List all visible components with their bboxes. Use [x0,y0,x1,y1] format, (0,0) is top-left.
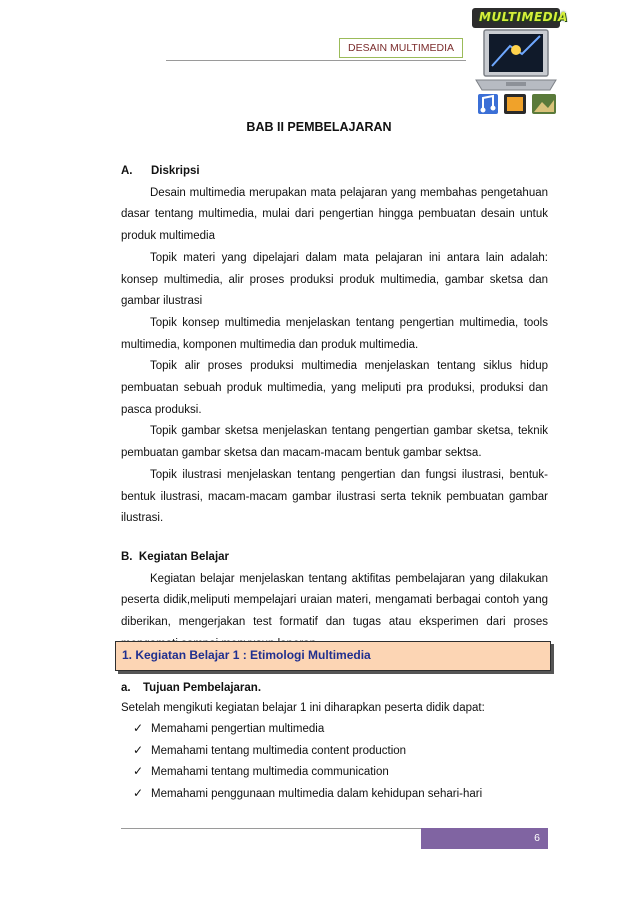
list-item [121,740,548,762]
section-b-title: Kegiatan Belajar [138,550,230,563]
section-a-title: Diskripsi [151,165,200,177]
section-a-paragraph: Topik alir proses produksi multimedia menjelaskan tentang siklus hidup pembuatan sebuah produk multimedia, yang meliputi pra produksi, produksi dan pasca produksi. [121,360,548,416]
checkmark-icon: ✓ [133,721,144,735]
section-a-paragraph: Topik materi yang dipelajari dalam mata pelajaran ini antara lain adalah: konsep multimedia, alir proses produksi produk multimedia, gambar sketsa dan gambar ilustrasi [121,251,548,308]
list-item [121,761,548,783]
main-content [121,161,548,655]
subsection-a-heading [121,678,548,698]
objective-list [121,718,548,804]
section-a-paragraph: Desain multimedia merupakan mata pelajaran yang membahas pengetahuan dasar tentang multimedia, mulai dari pengertian hingga pembuatan desain untuk produk multimedia [121,186,548,243]
subsection-a-intro: Setelah mengikuti kegiatan belajar 1 ini diharapkan peserta didik dapat: [121,702,485,714]
footer-rule [121,828,421,829]
checkmark-icon: ✓ [133,742,144,757]
header-label: DESAIN MULTIMEDIA [339,38,463,58]
objective-text: Memahami pengertian multimedia [151,723,325,735]
checkmark-icon: ✓ [133,764,144,778]
chapter-title: BAB II PEMBELAJARAN [246,120,392,134]
objective-text: Memahami tentang multimedia communication [151,766,389,778]
section-a-number: A. [121,165,133,177]
list-item [121,783,548,805]
section-a-paragraph: Topik ilustrasi menjelaskan tentang pengertian dan fungsi ilustrasi, bentuk-bentuk ilustrasi, macam-macam gambar ilustrasi serta teknik pembuatan gambar ilustrasi. [121,468,548,525]
page-number-badge: 6 [421,828,548,849]
list-item [121,718,548,740]
subsection-a-title: Tujuan Pembelajaran. [143,682,262,694]
header-rule [166,60,466,61]
subsection-a-number: a. [121,682,131,694]
section-a-paragraph: Topik gambar sketsa menjelaskan tentang pengertian gambar sketsa, teknik pembuatan gambar sketsa dan macam-macam bentuk gambar sektsa. [121,425,548,460]
objective-text: Memahami tentang multimedia content production [151,744,407,757]
kegiatan-belajar-title: 1. Kegiatan Belajar 1 : Etimologi Multimedia [122,648,371,662]
tujuan-section [121,678,548,804]
kegiatan-belajar-banner [115,641,551,671]
logo-text: MULTIMEDIA [479,10,568,24]
objective-text: Memahami penggunaan multimedia dalam kehidupan sehari-hari [151,787,483,800]
checkmark-icon: ✓ [133,785,144,800]
section-b-number: B. [121,550,133,563]
multimedia-logo [470,6,568,118]
section-a-paragraph: Topik konsep multimedia menjelaskan tentang pengertian multimedia, tools multimedia, komponen multimedia dan produk multimedia. [121,316,548,351]
section-b-paragraph: Kegiatan belajar menjelaskan tentang aktifitas pembelajaran yang dilakukan peserta didik,meliputi mempelajari uraian materi, mengamati berbagai contoh yang diberikan, mengerjakan test formatif dan tugas atau eksperimen dari proses [121,572,548,629]
section-b-heading [121,547,548,569]
section-a-heading [121,161,548,183]
